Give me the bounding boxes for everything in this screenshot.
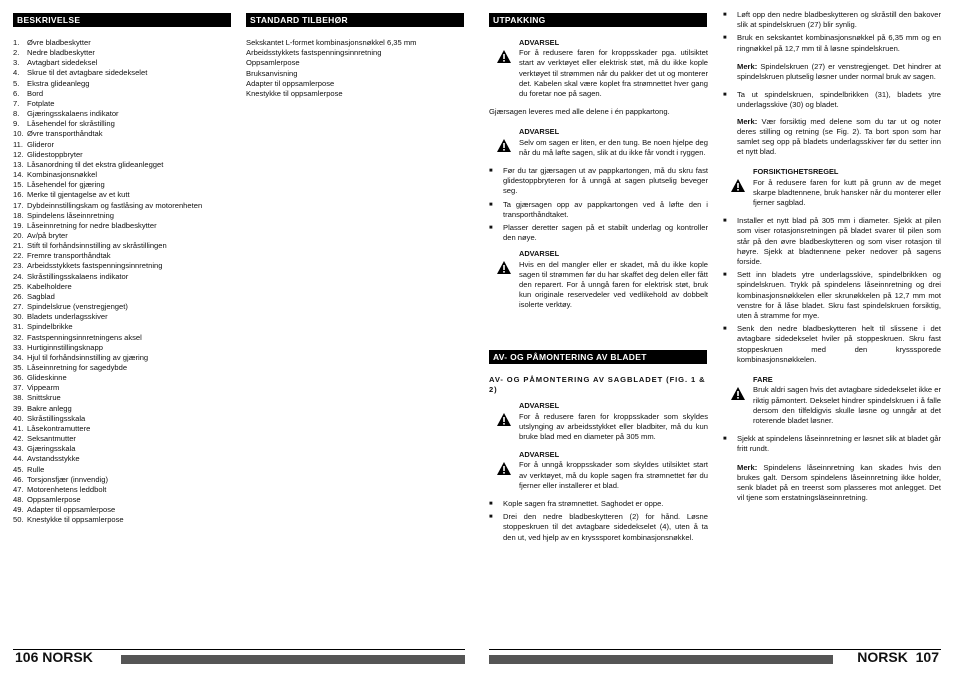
parts-list-item bbox=[13, 363, 243, 373]
parts-list-item bbox=[13, 201, 243, 211]
montering-header: AV- OG PÅMONTERING AV BLADET bbox=[489, 350, 707, 364]
item-number: 26. bbox=[13, 291, 24, 301]
bullet-text: Løft opp den nedre bladbeskytteren og skråstill den bakover slik at spindelskruen (27) blir synlig. bbox=[737, 10, 941, 30]
bullet-square-icon: ■ bbox=[723, 92, 727, 99]
warning-title: ADVARSEL bbox=[519, 38, 560, 47]
item-number: 49. bbox=[13, 505, 24, 515]
item-number: 11. bbox=[13, 139, 23, 149]
item-label: Merke til gjentagelse av et kutt bbox=[27, 190, 130, 200]
item-number: 32. bbox=[13, 332, 24, 342]
item-number: 31. bbox=[13, 322, 24, 332]
warning-triangle-icon bbox=[497, 413, 511, 426]
parts-list-item bbox=[13, 140, 243, 150]
parts-list-item bbox=[13, 190, 243, 200]
accessory-item: Oppsamlerpose bbox=[246, 58, 300, 68]
note-label: Merk: bbox=[737, 116, 758, 126]
item-number: 44. bbox=[13, 454, 24, 464]
warning-title: ADVARSEL bbox=[519, 127, 560, 137]
item-label: Spindelens låseinnretning bbox=[27, 210, 114, 220]
bullet-item bbox=[489, 166, 708, 197]
item-label: Vippearm bbox=[27, 383, 60, 393]
item-number: 41. bbox=[13, 423, 24, 433]
parts-list-item bbox=[13, 322, 243, 332]
item-number: 35. bbox=[13, 363, 24, 372]
item-number: 40. bbox=[13, 413, 24, 423]
bullet-square-icon: ■ bbox=[723, 12, 727, 18]
bullet-text: Sjekk at spindelens låseinnretning er løsnet slik at bladet går fritt rundt. bbox=[737, 434, 941, 454]
subheading: AV- OG PÅMONTERING AV SAGBLADET (FIG. 1 & 2) bbox=[489, 375, 706, 395]
parts-list-item bbox=[13, 343, 243, 353]
item-label: Snittskrue bbox=[27, 393, 61, 403]
bullet-list bbox=[489, 499, 708, 543]
parts-list-item bbox=[13, 292, 243, 302]
item-number: 16. bbox=[13, 190, 24, 200]
item-label: Glidestoppbryter bbox=[27, 149, 83, 159]
item-number: 1. bbox=[13, 38, 20, 47]
item-number: 39. bbox=[13, 403, 24, 413]
item-number: 46. bbox=[13, 474, 24, 484]
parts-list-item bbox=[13, 505, 243, 515]
bullet-square-icon: ■ bbox=[723, 436, 727, 443]
item-number: 30. bbox=[13, 312, 24, 322]
parts-list-item bbox=[13, 109, 243, 119]
bullet-item bbox=[489, 200, 708, 220]
item-label: Spindelskrue (venstregjenget) bbox=[27, 302, 128, 312]
item-label: Øvre transporthåndtak bbox=[27, 129, 103, 139]
utpakking-column bbox=[489, 38, 708, 317]
note bbox=[737, 62, 941, 82]
parts-list-item bbox=[13, 393, 243, 403]
accessory-item: Knestykke til oppsamlerpose bbox=[246, 89, 343, 99]
parts-list-item bbox=[13, 38, 243, 48]
bullet-square-icon: ■ bbox=[489, 514, 493, 521]
item-number: 8. bbox=[13, 109, 20, 119]
bullet-square-icon: ■ bbox=[489, 168, 493, 175]
item-label: Låsanordning til det ekstra glideanlegget bbox=[27, 159, 164, 169]
page-number: 106 NORSK bbox=[15, 649, 93, 665]
item-number: 10. bbox=[13, 129, 24, 139]
warning-triangle-icon bbox=[731, 387, 745, 400]
bullet-text: Drei den nedre bladbeskytteren (2) for hånd. Løsne stoppeskruen til det avtagbare sidedekselet (4), uten å ta den ut, ved hjelp av en krysssporet kombinasjonsnøkkel. bbox=[503, 512, 708, 542]
warning-block bbox=[489, 450, 708, 491]
warning-block bbox=[723, 375, 941, 426]
item-label: Kabelholdere bbox=[27, 281, 72, 291]
standard-tilbehor-header: STANDARD TILBEHØR bbox=[246, 13, 464, 27]
item-label: Sagblad bbox=[27, 291, 55, 301]
bullet-square-icon: ■ bbox=[489, 201, 493, 208]
parts-list-item bbox=[13, 68, 243, 78]
item-label: Spindelbrikke bbox=[27, 322, 73, 332]
parts-list-item bbox=[13, 170, 243, 180]
item-label: Adapter til oppsamlerpose bbox=[27, 505, 116, 515]
bullet-text: Bruk en sekskantet kombinasjonsnøkkel på 6,35 mm og en ringnøkkel på 12,7 mm til å løsne spindelskruen. bbox=[737, 33, 941, 53]
item-number: 48. bbox=[13, 495, 24, 505]
bullet-list bbox=[723, 10, 941, 54]
warning-text: Bruk aldri sagen hvis det avtagbare sidedekselet ikke er riktig påmontert. Dekselet hindrer spindelskruen i å falle dersom den tilfeldigvis skulle løsne og unngår at det roterende bladet løsner. bbox=[753, 385, 941, 425]
item-number: 33. bbox=[13, 342, 24, 352]
item-label: Oppsamlerpose bbox=[27, 495, 81, 505]
parts-list-item bbox=[13, 353, 243, 363]
bullet-square-icon: ■ bbox=[489, 225, 493, 232]
instructions-column bbox=[723, 10, 941, 509]
bullet-item bbox=[723, 33, 941, 53]
parts-list-item bbox=[13, 89, 243, 99]
language-label: NORSK bbox=[857, 649, 908, 665]
parts-list-item bbox=[13, 99, 243, 109]
bullet-item bbox=[489, 512, 708, 543]
item-number: 23. bbox=[13, 261, 24, 271]
page-number: NORSK 107 bbox=[857, 649, 939, 665]
language-label: NORSK bbox=[42, 649, 93, 665]
bullet-square-icon: ■ bbox=[489, 501, 493, 508]
note-label: Merk: bbox=[737, 462, 758, 472]
warning-triangle-icon bbox=[497, 261, 511, 274]
accessory-item: Arbeidsstykkets fastspenningsinnretning bbox=[246, 48, 382, 58]
item-label: Av/på bryter bbox=[27, 230, 68, 240]
note-text: Spindelskruen (27) er venstregjenget. Det hindrer at spindelskruen plutselig løsner under normal bruk av sagen. bbox=[737, 61, 941, 82]
bullet-item bbox=[489, 499, 708, 509]
bullet-text: Sett inn bladets ytre underlagsskive, spindelbrikken og spindelskruen. Trykk på spindelens låseinnretning og drei kombinasjonsnøkkelen eller skrunøkkelen på 12,7 mm mot venstre for å låse bladet. Skru fast spindelskruen forsiktig, uten å stramme for mye. bbox=[737, 270, 941, 321]
item-label: Dybdeinnstillingskam og fastlåsing av motorenheten bbox=[27, 200, 203, 210]
item-label: Låsehendel for gjæring bbox=[27, 180, 105, 190]
item-number: 42. bbox=[13, 434, 24, 444]
parts-list-item bbox=[13, 79, 243, 89]
bullet-item bbox=[723, 434, 941, 454]
bullet-item bbox=[723, 270, 941, 321]
bullet-item bbox=[723, 90, 941, 110]
item-label: Knestykke til oppsamlerpose bbox=[27, 515, 124, 525]
item-number: 25. bbox=[13, 281, 24, 291]
accessory-item: Bruksanvisning bbox=[246, 68, 298, 78]
warning-triangle-icon bbox=[497, 50, 511, 63]
right-footer bbox=[489, 649, 941, 665]
parts-list-item bbox=[13, 312, 243, 322]
item-number: 43. bbox=[13, 444, 24, 454]
item-label: Bladets underlagsskiver bbox=[27, 312, 108, 322]
warning-block bbox=[489, 401, 708, 442]
item-number: 5. bbox=[13, 78, 20, 88]
parts-list-item bbox=[13, 333, 243, 343]
parts-list-item bbox=[13, 414, 243, 424]
item-number: 47. bbox=[13, 484, 24, 494]
item-label: Kombinasjonsnøkkel bbox=[27, 170, 98, 180]
item-label: Glideror bbox=[27, 139, 55, 149]
parts-list-item bbox=[13, 282, 243, 292]
item-number: 15. bbox=[13, 180, 24, 190]
bullet-item bbox=[723, 324, 941, 365]
bullet-text: Ta gjærsagen opp av pappkartongen ved å løfte den i transporthåndtaket. bbox=[503, 199, 708, 219]
bullet-square-icon: ■ bbox=[723, 35, 727, 42]
item-number: 27. bbox=[13, 302, 24, 312]
item-number: 45. bbox=[13, 464, 24, 474]
item-number: 20. bbox=[13, 230, 24, 240]
note-text: Vær forsiktig med delene som du tar ut og noter deres stilling og retning (se Fig. 2). Ta bort spon som har samlet seg opp på bladets underlagsskiver før du setter inn et nytt blad. bbox=[737, 116, 941, 157]
parts-list-item bbox=[13, 495, 243, 505]
accessory-item: Adapter til oppsamlerpose bbox=[246, 78, 335, 88]
bullet-item bbox=[723, 10, 941, 30]
parts-list-item bbox=[13, 221, 243, 231]
item-label: Seksantmutter bbox=[27, 434, 76, 444]
parts-list-item bbox=[13, 231, 243, 241]
standard-accessories-list bbox=[246, 38, 466, 99]
parts-list-item bbox=[13, 444, 243, 454]
item-label: Øvre bladbeskytter bbox=[27, 38, 91, 47]
note-text: Spindelens låseinnretning kan skades hvis den brukes galt. Dersom spindelens låseinnretning ikke holder, senk bladet på en treerst som plasseres mot anlegget. Det vil tjene som erstatningsläseinnretning. bbox=[737, 462, 941, 503]
item-label: Fotplate bbox=[27, 98, 55, 108]
warning-text: For å redusere faren for kroppsskader pga. utilsiktet start av verktøyet eller elektrisk støt, må du ikke kople verktøyet til strømmen når du pakker det ut og monterer det. Kabelen skal være koplet fra strømnettet hver gang du foretar noe på sagen. bbox=[519, 48, 708, 99]
warning-title: FARE bbox=[753, 375, 773, 385]
item-number: 13. bbox=[13, 159, 24, 169]
parts-list-item bbox=[13, 404, 243, 414]
item-number: 3. bbox=[13, 58, 20, 68]
note bbox=[737, 463, 941, 504]
item-label: Låseinnretning for sagedybde bbox=[27, 363, 128, 372]
footer-bar bbox=[489, 655, 833, 664]
item-label: Torsjonsfjær (innvendig) bbox=[27, 474, 109, 484]
item-label: Nedre bladbeskytter bbox=[27, 48, 95, 58]
warning-title: ADVARSEL bbox=[519, 249, 560, 259]
item-label: Skrue til det avtagbare sidedekselet bbox=[27, 68, 148, 78]
item-number: 19. bbox=[13, 220, 24, 230]
note-label: Merk: bbox=[737, 61, 758, 71]
item-label: Låsekontramuttere bbox=[27, 423, 91, 433]
item-number: 9. bbox=[13, 119, 20, 129]
item-label: Avtagbart sidedeksel bbox=[27, 58, 98, 68]
parts-list-item bbox=[13, 251, 243, 261]
bullet-text: Installer et nytt blad på 305 mm i diameter. Sjekk at pilen som viser rotasjonsretningen på bladet svarer til pilen som står på den øvre bladbeskytteren og som viser rotasjon til høyre. Sjekk at bladtennene peker nedover på sagens forside. bbox=[737, 216, 941, 267]
montering-column bbox=[489, 375, 708, 546]
warning-text: Selv om sagen er liten, er den tung. Be noen hjelpe deg når du må løfte sagen, slik at du ikke får vondt i ryggen. bbox=[519, 137, 708, 157]
item-label: Motorenhetens leddbolt bbox=[27, 484, 107, 494]
warning-title: ADVARSEL bbox=[519, 401, 560, 411]
parts-list-item bbox=[13, 48, 243, 58]
item-number: 17. bbox=[13, 200, 24, 210]
item-number: 21. bbox=[13, 241, 24, 251]
accessory-item: Sekskantet L-formet kombinasjonsnøkkel 6,35 mm bbox=[246, 38, 417, 47]
item-label: Skråstillingsskala bbox=[27, 413, 86, 423]
parts-list-item bbox=[13, 434, 243, 444]
warning-block bbox=[489, 38, 708, 99]
item-label: Rulle bbox=[27, 464, 45, 474]
parts-list-item bbox=[13, 241, 243, 251]
item-number: 50. bbox=[13, 515, 24, 525]
parts-list-item bbox=[13, 129, 243, 139]
parts-list-item bbox=[13, 383, 243, 393]
item-number: 37. bbox=[13, 383, 24, 393]
warning-triangle-icon bbox=[731, 179, 745, 192]
bullet-text: Senk den nedre bladbeskytteren helt til slissene i det avtagbare sidedekselet hviler på stoppeskruen. Skru fast stoppeskruen med den krysssporede kombinasjonsnøkkelen. bbox=[737, 324, 941, 364]
warning-text: For å redusere faren for kutt på grunn av de meget skarpe bladtennene, bruk hansker når du monterer eller fjerner sagblad. bbox=[753, 177, 941, 208]
left-footer bbox=[13, 649, 465, 665]
item-label: Hurtiginnstillingsknapp bbox=[27, 342, 103, 352]
bullet-item bbox=[489, 223, 708, 243]
item-label: Låsehendel for skråstilling bbox=[27, 119, 115, 129]
item-number: 38. bbox=[13, 393, 24, 403]
parts-list-item bbox=[13, 465, 243, 475]
parts-list-item bbox=[13, 119, 243, 129]
warning-text: For å unngå kroppsskader som skyldes utilsiktet start av verktøyet, må du kople sagen fra strømnettet før du fjerner eller installerer et blad. bbox=[519, 460, 708, 490]
footer-bar bbox=[121, 655, 465, 664]
item-label: Hjul til forhåndsinnstilling av gjæring bbox=[27, 352, 149, 362]
bullet-text: Før du tar gjærsagen ut av pappkartongen, må du skru fast glidestoppbryteren for å unngå at sagen plutselig beveger seg. bbox=[503, 166, 708, 196]
item-number: 22. bbox=[13, 251, 24, 261]
paragraph: Gjærsagen leveres med alle delene i én pappkartong. bbox=[489, 107, 670, 117]
bullet-list bbox=[723, 216, 941, 365]
bullet-text: Ta ut spindelskruen, spindelbrikken (31), bladets ytre underlagsskive (30) og bladet. bbox=[737, 90, 941, 110]
warning-text: Hvis en del mangler eller er skadet, må du ikke kople sagen til strømmen før du har skaffet deg delen eller fått den reparert. For å unngå faren for elektrisk støt, bruk kun originale reservedeler ved vedlikehold av dobbelt isolerte verktøy. bbox=[519, 259, 708, 310]
parts-list bbox=[13, 38, 243, 526]
bullet-square-icon: ■ bbox=[723, 272, 727, 279]
parts-list-item bbox=[13, 454, 243, 464]
item-label: Ekstra glideanlegg bbox=[27, 78, 90, 88]
item-number: 2. bbox=[13, 48, 20, 58]
item-number: 36. bbox=[13, 373, 24, 383]
item-label: Bakre anlegg bbox=[27, 403, 72, 413]
bullet-square-icon: ■ bbox=[723, 326, 727, 333]
parts-list-item bbox=[13, 475, 243, 485]
parts-list-item bbox=[13, 180, 243, 190]
warning-text: For å redusere faren for kroppsskader som skyldes utslynging av arbeidsstykket eller bladbiter, må du kun bruke blad med en diameter på 305 mm. bbox=[519, 411, 708, 442]
item-label: Arbeidsstykkets fastspenningsinnretning bbox=[27, 261, 163, 271]
item-number: 6. bbox=[13, 88, 20, 98]
parts-list-item bbox=[13, 160, 243, 170]
parts-list-item bbox=[13, 261, 243, 271]
bullet-text: Kople sagen fra strømnettet. Saghodet er oppe. bbox=[503, 499, 664, 509]
item-number: 18. bbox=[13, 210, 24, 220]
parts-list-item bbox=[13, 211, 243, 221]
item-number: 24. bbox=[13, 271, 24, 281]
bullet-list bbox=[489, 166, 708, 243]
note bbox=[737, 117, 941, 158]
parts-list-item bbox=[13, 515, 243, 525]
item-label: Fastspenningsinnretningens aksel bbox=[27, 332, 142, 342]
parts-list-item bbox=[13, 272, 243, 282]
parts-list-column bbox=[13, 38, 243, 526]
utpakking-header: UTPAKKING bbox=[489, 13, 707, 27]
warning-block bbox=[489, 249, 708, 310]
parts-list-item bbox=[13, 373, 243, 383]
item-label: Fremre transporthåndtak bbox=[27, 251, 111, 261]
item-label: Bord bbox=[27, 88, 44, 98]
beskrivelse-header: BESKRIVELSE bbox=[13, 13, 231, 27]
item-number: 4. bbox=[13, 68, 20, 78]
item-label: Låseinnretning for nedre bladbeskytter bbox=[27, 220, 157, 230]
parts-list-item bbox=[13, 485, 243, 495]
item-number: 12. bbox=[13, 149, 24, 159]
item-label: Glideskinne bbox=[27, 373, 67, 383]
item-number: 7. bbox=[13, 98, 20, 108]
item-label: Avstandsstykke bbox=[27, 454, 80, 464]
bullet-square-icon: ■ bbox=[723, 218, 727, 225]
item-label: Gjæringsskala bbox=[27, 444, 76, 454]
bullet-text: Plasser deretter sagen på et stabilt underlag og kontroller den nøye. bbox=[503, 223, 708, 243]
parts-list-item bbox=[13, 58, 243, 68]
warning-triangle-icon bbox=[497, 139, 511, 152]
warning-title: FORSIKTIGHETSREGEL bbox=[753, 167, 839, 177]
parts-list-item bbox=[13, 150, 243, 160]
warning-block bbox=[723, 167, 941, 208]
parts-list-item bbox=[13, 302, 243, 312]
item-label: Skråstillingsskalaens indikator bbox=[27, 271, 129, 281]
warning-block bbox=[489, 127, 708, 158]
bullet-item bbox=[723, 216, 941, 267]
warning-title: ADVARSEL bbox=[519, 450, 560, 460]
item-number: 34. bbox=[13, 352, 24, 362]
warning-triangle-icon bbox=[497, 462, 511, 475]
item-label: Gjæringsskalaens indikator bbox=[27, 109, 119, 119]
item-number: 14. bbox=[13, 170, 24, 180]
parts-list-item bbox=[13, 424, 243, 434]
item-label: Stift til forhåndsinnstilling av skråstillingen bbox=[27, 241, 167, 251]
